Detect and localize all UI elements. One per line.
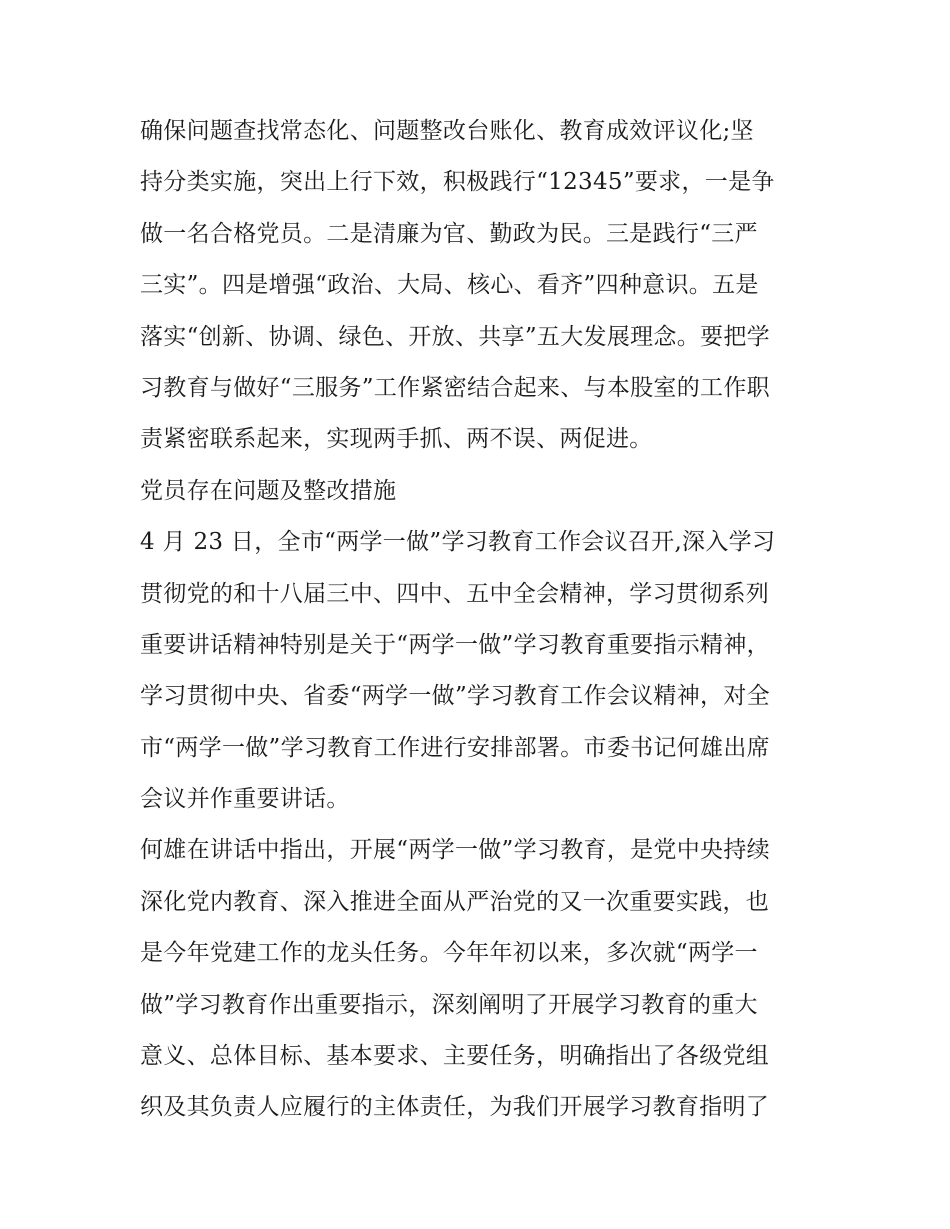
text-line: 确保问题查找常态化、问题整改台账化、教育成效评议化;坚	[140, 118, 754, 144]
text-line: 做”学习教育作出重要指示，深刻阐明了开展学习教育的重大	[140, 991, 758, 1018]
text-line: 何雄在讲话中指出，开展“两学一做”学习教育，是党中央持续	[140, 837, 770, 864]
text-line: 落实“创新、协调、绿色、开放、共享”五大发展理念。要把学	[140, 323, 770, 350]
text-line: 做一名合格党员。二是清廉为官、勤政为民。三是践行“三严	[140, 220, 758, 247]
text-line: 4 月 23 日，全市“两学一做”学习教育工作会议召开,深入学习	[140, 529, 776, 556]
text-line: 持分类实施，突出上行下效，积极践行“12345”要求，一是争	[140, 169, 775, 196]
text-line: 是今年党建工作的龙头任务。今年年初以来，多次就“两学一	[140, 940, 758, 967]
text-line: 学习贯彻中央、省委“两学一做”学习教育工作会议精神，对全	[140, 683, 770, 710]
text-line: 织及其负责人应履行的主体责任，为我们开展学习教育指明了	[140, 1094, 770, 1121]
text-line: 意义、总体目标、基本要求、主要任务，明确指出了各级党组	[140, 1043, 770, 1070]
text-line: 重要讲话精神特别是关于“两学一做”学习教育重要指示精神，	[140, 631, 770, 658]
text-line: 习教育与做好“三服务”工作紧密结合起来、与本股室的工作职	[140, 374, 770, 401]
text-line: 市“两学一做”学习教育工作进行安排部署。市委书记何雄出席	[140, 734, 770, 761]
text-line: 贯彻党的和十八届三中、四中、五中全会精神，学习贯彻系列	[140, 580, 770, 607]
document-body	[140, 106, 830, 1134]
section-heading: 党员存在问题及整改措施	[140, 477, 397, 504]
text-line: 深化党内教育、深入推进全面从严治党的又一次重要实践，也	[140, 888, 770, 915]
text-line: 三实”。四是增强“政治、大局、核心、看齐”四种意识。五是	[140, 272, 759, 299]
text-line: 会议并作重要讲话。	[140, 786, 350, 813]
text-line: 责紧密联系起来，实现两手抓、两不误、两促进。	[140, 426, 653, 453]
